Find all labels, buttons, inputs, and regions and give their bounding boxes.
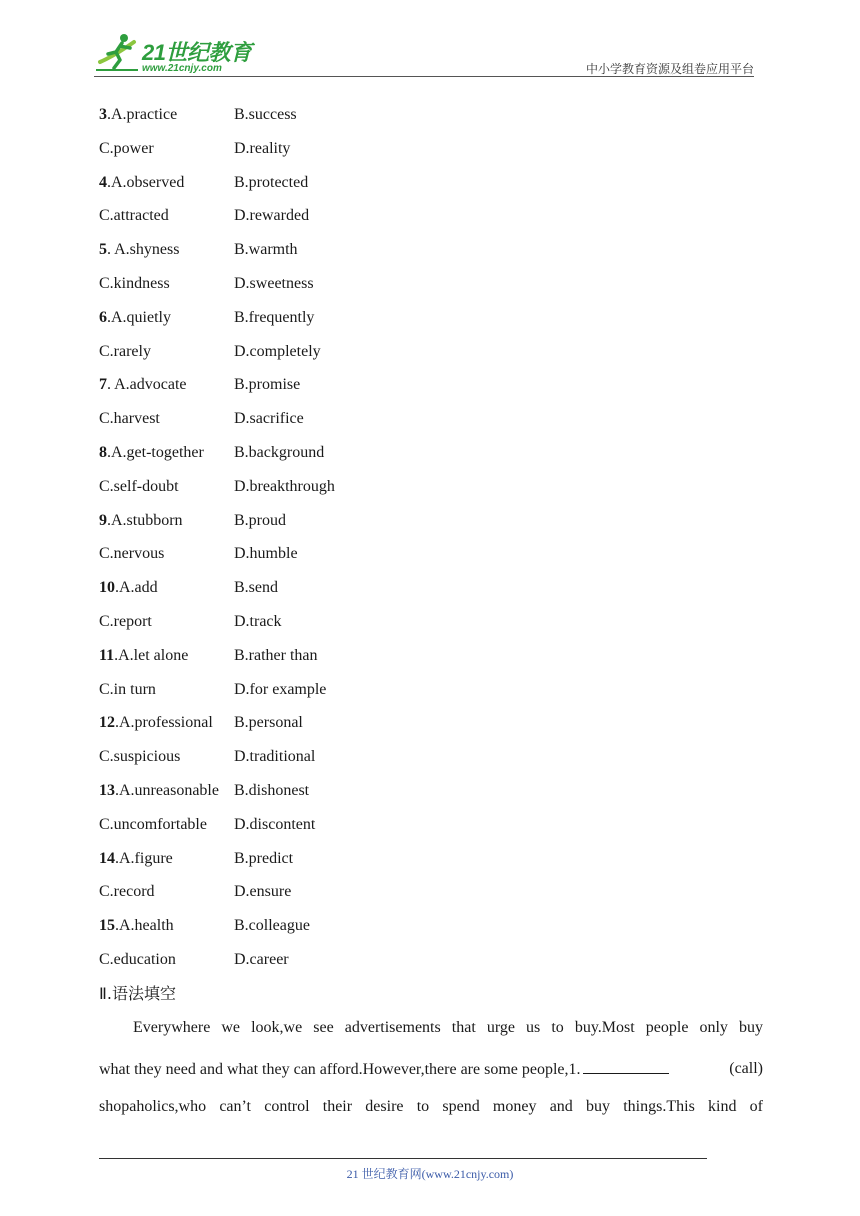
option-d: D.breakthrough — [234, 477, 335, 495]
option-d: D.track — [234, 613, 282, 630]
option-c: C.nervous — [99, 545, 165, 563]
option-b: B.send — [234, 579, 278, 597]
option-c: C.self-doubt — [99, 477, 179, 495]
option-d: D.humble — [234, 545, 298, 563]
option-b: B.personal — [234, 714, 303, 732]
option-d: D.career — [234, 951, 289, 968]
option-b: B.rather than — [234, 646, 318, 664]
question-number: 6 — [99, 308, 107, 326]
option-a-text: . A.advocate — [107, 376, 187, 394]
paragraph-line-1 — [99, 1018, 763, 1038]
option-c: C.attracted — [99, 207, 169, 225]
option-a — [99, 578, 158, 598]
option-d: D.completely — [234, 342, 321, 360]
paragraph-text: Everywhere we look,we see advertisements that urge us to buy.Most people only buy — [133, 1019, 763, 1036]
option-b: B.background — [234, 444, 325, 461]
option-a-text: .A.unreasonable — [115, 782, 219, 799]
question-number: 13 — [99, 782, 115, 799]
option-a-text: .A.let alone — [114, 646, 189, 664]
option-d: D.sweetness — [234, 275, 314, 292]
option-b: B.promise — [234, 376, 301, 394]
option-a-text: .A.figure — [115, 849, 173, 867]
question-number: 5 — [99, 241, 107, 259]
option-d: D.rewarded — [234, 207, 310, 225]
page-header — [94, 30, 754, 78]
question-number: 7 — [99, 376, 107, 394]
option-c: C.harvest — [99, 410, 160, 428]
option-c: C.rarely — [99, 342, 151, 360]
paragraph-text: shopaholics,who can’t control their desire to spend money and buy things.This kind of — [99, 1098, 763, 1115]
option-a — [99, 713, 213, 733]
question-number: 14 — [99, 849, 115, 867]
option-c: C.report — [99, 613, 152, 630]
option-c: C.uncomfortable — [99, 815, 207, 833]
option-a — [99, 511, 183, 531]
logo-text: 21世纪教育 — [142, 40, 252, 65]
option-b: B.frequently — [234, 308, 315, 326]
option-a — [99, 173, 184, 193]
option-c: C.kindness — [99, 275, 170, 292]
header-divider — [94, 76, 754, 77]
option-a — [99, 849, 173, 869]
option-d: D.ensure — [234, 883, 292, 901]
option-d: D.sacrifice — [234, 410, 304, 428]
option-c: C.record — [99, 883, 155, 901]
option-a — [99, 308, 171, 328]
platform-title: 中小学教育资源及组卷应用平台 — [585, 62, 754, 76]
option-a-text: .A.add — [115, 579, 158, 597]
option-a — [99, 240, 179, 260]
question-number: 10 — [99, 579, 115, 597]
paragraph-line-3 — [99, 1097, 763, 1117]
option-d: D.traditional — [234, 748, 316, 766]
logo — [94, 32, 264, 74]
question-number: 3 — [99, 106, 107, 123]
option-d: D.for example — [234, 680, 327, 698]
section-title: Ⅱ.语法填空 — [99, 984, 176, 1003]
footer-divider — [99, 1158, 707, 1159]
option-a — [99, 105, 177, 125]
option-a-text: .A.stubborn — [107, 511, 183, 529]
option-a-text: .A.professional — [115, 714, 213, 732]
option-c: C.suspicious — [99, 748, 181, 766]
answer-blank-1[interactable] — [583, 1059, 669, 1074]
option-b: B.proud — [234, 511, 286, 529]
option-d: D.discontent — [234, 815, 316, 833]
question-number: 8 — [99, 444, 107, 461]
option-c: C.education — [99, 951, 176, 968]
question-number: 11 — [99, 646, 115, 664]
option-b: B.predict — [234, 849, 294, 867]
paragraph-line-2 — [99, 1059, 763, 1080]
option-a-text: . A.shyness — [107, 241, 180, 259]
option-a-text: .A.get-together — [107, 444, 204, 461]
option-a-text: .A.observed — [107, 173, 185, 191]
option-b: B.success — [234, 106, 297, 123]
option-b: B.colleague — [234, 917, 310, 935]
option-c: C.power — [99, 139, 154, 157]
option-b: B.warmth — [234, 241, 298, 259]
question-number: 9 — [99, 511, 107, 529]
option-d: D.reality — [234, 139, 291, 157]
option-a — [99, 375, 187, 395]
paragraph-text: (call) — [729, 1060, 763, 1077]
question-number: 15 — [99, 917, 115, 935]
logo-url: www.21cnjy.com — [142, 63, 222, 74]
option-a — [99, 443, 204, 463]
runner-logo-icon — [94, 32, 140, 74]
footer-source: 21 世纪教育网(www.21cnjy.com) — [346, 1167, 514, 1181]
question-number: 12 — [99, 714, 115, 732]
option-b: B.protected — [234, 173, 309, 191]
option-a — [99, 781, 219, 801]
option-a-text: .A.practice — [107, 106, 178, 123]
option-a — [99, 916, 174, 936]
option-c: C.in turn — [99, 680, 156, 698]
paragraph-text: what they need and what they can afford.However,there are some people,1. — [99, 1061, 581, 1078]
option-a — [99, 646, 188, 666]
option-a-text: .A.quietly — [107, 308, 171, 326]
option-a-text: .A.health — [115, 917, 174, 935]
option-b: B.dishonest — [234, 782, 310, 799]
question-number: 4 — [99, 173, 107, 191]
